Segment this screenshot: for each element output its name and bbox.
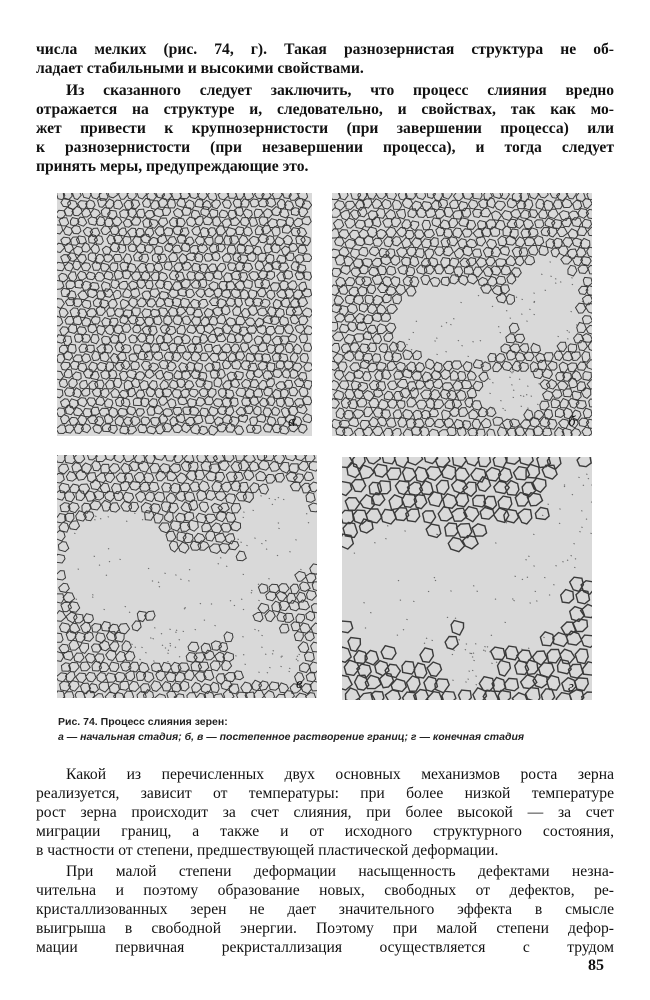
micrograph-panel-g — [342, 457, 592, 700]
micrograph-panel-b — [332, 193, 592, 436]
text-line: Из сказанного следует заключить, что процесс слияния вредно — [66, 82, 614, 99]
text-line: отражается на структуре и, следовательно, и свойствах, так как мо- — [36, 101, 614, 118]
micrograph-panel-a — [57, 193, 312, 436]
panel-label-v: в — [296, 676, 303, 692]
text-paragraph — [36, 81, 614, 176]
text-paragraph — [36, 765, 614, 860]
micrograph-panel-v — [57, 455, 317, 698]
text-line: числа мелких (рис. 74, г). Такая разнозернистая структура не об- — [36, 41, 614, 58]
text-line: При малой степени деформации насыщенность дефектами незна- — [66, 863, 614, 880]
text-line: мации первичная рекристаллизация осуществляется с трудом — [36, 939, 614, 956]
text-paragraph-continuation — [36, 40, 614, 78]
text-line: принять меры, предупреждающие это. — [36, 158, 309, 175]
text-line: в частности от степени, предшествующей пластической деформации. — [36, 842, 499, 859]
micrograph-image-b — [332, 193, 592, 436]
text-line: Какой из перечисленных двух основных механизмов роста зерна — [66, 766, 614, 783]
text-line: миграции границ, а также и от исходного структурного состояния, — [36, 823, 614, 840]
text-line: ладает стабильными и высокими свойствами. — [36, 60, 364, 77]
text-line: жет привести к крупнозернистости (при завершении процесса) или — [36, 120, 614, 137]
text-line: выигрыша в свободной энергии. Поэтому при малой степени дефор- — [36, 920, 614, 937]
panel-label-a: а — [288, 414, 296, 430]
text-paragraph — [36, 862, 614, 957]
text-line: к разнозернистости (при незавершении процесса), и тогда следует — [36, 139, 614, 156]
page-number: 85 — [588, 957, 604, 974]
text-line: рост зерна происходит за счет слияния, при более высокой — за счет — [36, 804, 614, 821]
text-line: кристаллизованных зерен не дает значительного эффекта в смысле — [36, 901, 614, 918]
micrograph-image-a — [57, 193, 312, 436]
micrograph-image-v — [57, 455, 317, 698]
caption-text: а — начальная стадия; б, в — постепенное растворение границ; г — конечная стадия — [58, 731, 525, 743]
figure-caption — [58, 715, 598, 745]
text-line: чительна и поэтому образование новых, свободных от дефектов, ре- — [36, 882, 614, 899]
panel-label-g: г — [568, 679, 574, 695]
micrograph-image-g — [342, 457, 592, 700]
text-line: реализуется, зависит от температуры: при более низкой температуре — [36, 785, 614, 802]
panel-label-b: б — [568, 414, 576, 430]
caption-title: Рис. 74. Процесс слияния зерен: — [58, 716, 228, 728]
